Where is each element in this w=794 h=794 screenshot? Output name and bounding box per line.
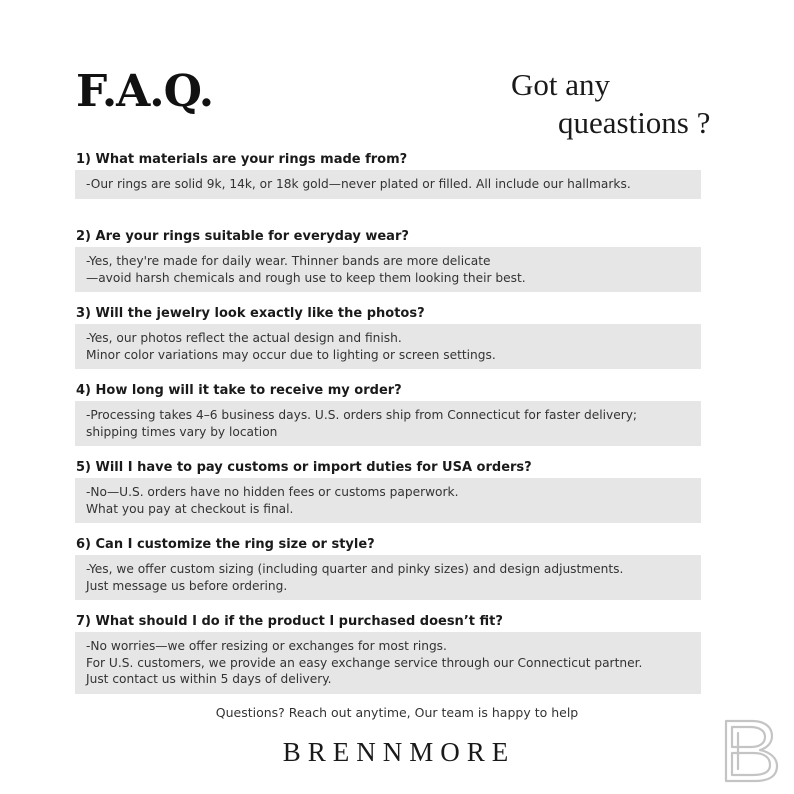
- brand-b-monogram-icon: [722, 718, 780, 784]
- faq-item: [75, 227, 701, 304]
- faq-question: 6) Can I customize the ring size or style?: [76, 537, 375, 552]
- faq-answer-line: What you pay at checkout is final.: [86, 501, 294, 516]
- faq-answer-line: Just contact us within 5 days of delivery.: [86, 672, 332, 686]
- faq-item: [75, 150, 701, 227]
- page-title: F.A.Q.: [76, 66, 214, 117]
- faq-answer-box: [75, 555, 701, 600]
- faq-answer-line: -Yes, we offer custom sizing (including quarter and pinky sizes) and design adjustments.: [86, 562, 624, 576]
- faq-answer-line: -No worries—we offer resizing or exchanges for most rings.: [86, 639, 447, 653]
- faq-answer-line: -Yes, they're made for daily wear. Thinner bands are more delicate: [86, 254, 491, 268]
- faq-answer-line: -Our rings are solid 9k, 14k, or 18k gold—never plated or filled. All include our hallmarks.: [86, 177, 631, 191]
- faq-answer-line: —avoid harsh chemicals and rough use to keep them looking their best.: [86, 270, 526, 285]
- faq-item: [75, 458, 701, 535]
- faq-answer-line: Just message us before ordering.: [86, 578, 288, 593]
- faq-item: [75, 535, 701, 612]
- faq-question: 1) What materials are your rings made from?: [76, 152, 408, 167]
- faq-answer-box: [75, 632, 701, 694]
- faq-answer-line: -Yes, our photos reflect the actual design and finish.: [86, 331, 402, 345]
- brand-wordmark: BRENNMORE: [282, 737, 516, 767]
- faq-answer-line: shipping times vary by location: [86, 424, 278, 439]
- faq-answer-box: [75, 247, 701, 292]
- faq-answer-line: -Processing takes 4–6 business days. U.S. orders ship from Connecticut for faster delivery;: [86, 408, 638, 422]
- footer-note: Questions? Reach out anytime, Our team is happy to help: [215, 705, 579, 720]
- faq-answer-box: [75, 170, 701, 199]
- faq-question: 5) Will I have to pay customs or import duties for USA orders?: [76, 460, 532, 475]
- faq-item: [75, 381, 701, 458]
- tagline-line-1: Got any: [511, 67, 611, 102]
- faq-question: 2) Are your rings suitable for everyday wear?: [76, 229, 409, 244]
- faq-answer-line: Minor color variations may occur due to lighting or screen settings.: [86, 347, 496, 362]
- faq-question: 3) Will the jewelry look exactly like the photos?: [76, 306, 425, 321]
- faq-list: [75, 150, 701, 689]
- faq-item: [75, 612, 701, 689]
- faq-answer-box: [75, 401, 701, 446]
- faq-answer-line: -No—U.S. orders have no hidden fees or customs paperwork.: [86, 485, 459, 499]
- faq-question: 7) What should I do if the product I purchased doesn’t fit?: [76, 614, 503, 629]
- faq-answer-box: [75, 324, 701, 369]
- faq-answer-line: For U.S. customers, we provide an easy exchange service through our Connecticut partner.: [86, 655, 643, 670]
- tagline-line-2: queastions ?: [558, 105, 711, 140]
- faq-item: [75, 304, 701, 381]
- faq-question: 4) How long will it take to receive my order?: [76, 383, 402, 398]
- faq-answer-box: [75, 478, 701, 523]
